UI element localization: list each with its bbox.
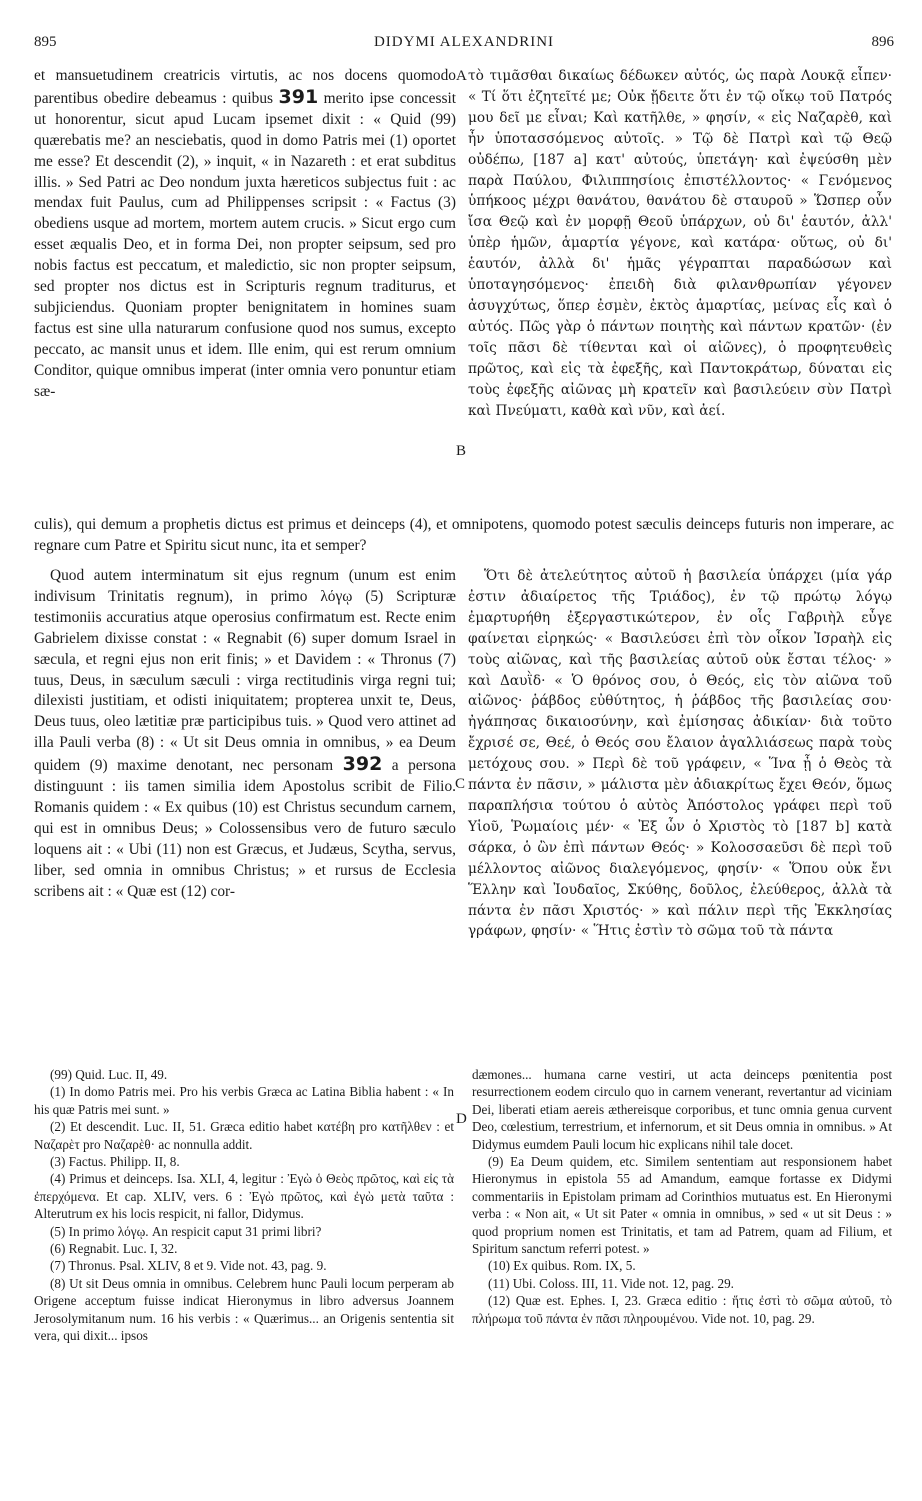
running-header (34, 34, 894, 56)
footnote: (3) Factus. Philipp. II, 8. (50, 1154, 180, 1170)
greek-paragraph: τὸ τιμᾶσθαι δικαίως δέδωκεν αὐτός, ὡς παρὰ Λουκᾷ εἶπεν· « Τί ὅτι ἐζητεῖτέ με; Οὐκ ᾔδειτε ὅτι ἐν τῷ οἴκῳ τοῦ Πατρός μου δεῖ με εἶναι; Καὶ κατῆλθε, » φησίν, « εἰς Ναζαρὲθ, καὶ ἦν ὑποτασσόμενος αὐτοῖς. » Τῷ δὲ Πατρὶ καὶ τῷ Θεῷ οὐδέπω, [187 a] κατ' αὐτούς, ὑπετάγη· καὶ ἐψεύσθη μὲν παρὰ Παύλου, Φιλιππησίοις ἐπιστέλλοντος· « Γενόμενος ὑπήκοος μέχρι θανάτου, θανάτου δὲ σταυροῦ » Ὥσπερ οὖν ἴσα Θεῷ καὶ ἐν μορφῇ Θεοῦ ὑπάρχων, οὐ δι' ἑαυτόν, ἀλλ' ὑπὲρ ἡμῶν, ἁμαρτία γέγονε, καὶ κατάρα· οὕτως, οὐ δι' ἑαυτόν, ἀλλὰ δι' ἡμᾶς γέγραπται παραδώσων καὶ ὑποταγησόμενος· ἐπειδὴ διὰ φιλανθρωπίαν γέγονεν ἀσυγχύτως, ὅπερ ἐσμὲν, ἐκτὸς ἁμαρτίας, μείνας εἷς καὶ ὁ αὐτός. Πῶς γὰρ ὁ πάντων ποιητὴς καὶ πάντων κρατῶν· (ἐν τοῖς πᾶσι δὲ τίθενται καὶ οἱ αἰῶνες), ὁ προφητευθεὶς πρῶτος, καὶ εἰς τὰ ἐφεξῆς, καὶ Παντοκράτωρ, δύναται εἰς τοὺς ἐφεξῆς αἰῶνας μὴ κρατεῖν καὶ βασιλεύειν σὺν Πατρὶ καὶ Πνεύματι, καθὰ καὶ νῦν, καὶ ἀεί. (468, 68, 892, 419)
footnote: (12) Quæ est. Ephes. I, 23. Græca editio : ἥτις ἐστὶ τὸ σῶμα αὐτοῦ, τὸ πλήρωμα τοῦ πάντα ἐν πᾶσι πληρουμένου. Vide not. 10, pag. 29. (472, 1293, 892, 1326)
greek-column-middle (468, 566, 892, 942)
latin-paragraph (34, 66, 456, 403)
footnote: (5) In primo λόγῳ. An respicit caput 31 primi libri? (50, 1223, 322, 1239)
footnote: (1) In domo Patris mei. Pro his verbis Græca ac Latina Biblia habent : « In his quæ Patris mei sunt. » (34, 1084, 454, 1117)
latin-text: Quod autem interminatum sit ejus regnum (unum est enim indivisum Trinitatis regnum), in primo λόγῳ (5) Scripturæ testimoniis accuratius atque operosius confirmatum est. Recte enim Gabrielem dixisse constat : « Regnabit (6) super domum Israel in sæcula, et regni ejus non erit finis; » et Davidem : « Thronus (7) tuus, Deus, in sæculum sæculi : virga rectitudinis virga regni tui; dilexisti justitiam, et odisti iniquitatem; propterea unxit te, Deus, Deus tuus, oleo lætitiæ præ participibus tuis. » Quod vero attinet ad illa Pauli verba (8) : « Ut sit Deus omnia in omnibus, » ea Deum quidem (9) maxime denotant, nec personam (34, 567, 456, 775)
greek-column-top (468, 66, 892, 421)
margin-letter-c: C (455, 776, 466, 792)
footnote: (6) Regnabit. Luc. I, 32. (50, 1241, 178, 1257)
margin-letter-d: D (456, 1111, 467, 1127)
latin-text: merito ipse concessit ut honorentur, sicut apud Lucam ipsemet dixit : « Quid (99) quærebatis me? an nesciebatis, quod in domo Patris mei (1) oportet me esse? Et descendit (2), » inquit, « in Nazareth : et erat subditus illis. » Sed Patri ac Deo nondum juxta hæreticos subjectus fuit : ac mendax fuit Paulus, cum ad Philippenses scripsit : « Factus (3) obediens usque ad mortem, mortem autem crucis. » Sicut ergo cum esset æqualis Deo, et in forma Dei, non propter seipsum, sed pro nobis factus est peccatum, et maledictio, sic non propter seipsum, sed propter nos dictus est in Scripturis regnum traditurus, et subjiciendus. Quoniam propter benignitatem in homines suam factus est sine ulla naturarum confusione quod nos sumus, excepto peccato, ac mansit unus et idem. Ille enim, qui est rerum omnium Conditor, quique omnibus imperat (inter omnia vero ponuntur etiam sæ- (34, 89, 457, 400)
latin-paragraph (34, 566, 456, 903)
latin-column-middle (34, 566, 456, 903)
footnote: (9) Ea Deum quidem, etc. Similem sententiam aut responsionem habet Hieronymus in epistola 55 ad Amandum, eamque fortasse ex Didymi commentariis in Epistolam primam ad Corinthios mutuatus est. En Hieronymi verba : « Non ait, « Ut sit Pater « omnia in omnibus, » sed « ut sit Deus : » quod proprium nomen est Trinitatis, et tam ad Patrem, quam ad Filium, et Spiritum sanctum referri potest. » (472, 1154, 892, 1257)
margin-letter-a: A (456, 68, 467, 84)
footnote: (7) Thronus. Psal. XLIV, 8 et 9. Vide not. 43, pag. 9. (50, 1258, 327, 1274)
footnotes-right (472, 1066, 892, 1327)
footnotes-left (34, 1066, 454, 1345)
latin-text-line: et mansuetudinem creatricis virtutis, ac nos docens quomodo parentibus obedire debeamus : quibus (34, 67, 456, 107)
marginal-column-number: 392 (342, 753, 383, 776)
running-title: DIDYMI ALEXANDRINI (373, 34, 555, 50)
marginal-column-number: 391 (278, 85, 319, 108)
margin-letter-b: B (456, 443, 467, 459)
footnote: (11) Ubi. Coloss. III, 11. Vide not. 12, pag. 29. (488, 1275, 734, 1291)
footnote: (99) Quid. Luc. II, 49. (50, 1067, 168, 1082)
footnote: (8) Ut sit Deus omnia in omnibus. Celebrem hunc Pauli locum perperam ab Origene acceptum fuisse indicat Hieronymus in libro adversus Joannem Jerosolymitanum num. 16 his verbis : « Quærimus... an Origenis sententia sit vera, qui dixit... ipsos (34, 1275, 454, 1344)
latin-text: a persona distinguunt : iis tamen similia idem Apostolus scribit de Filio. Romanis quidem : « Ex quibus (10) est Christus secundum carnem, qui est in omnibus Deus; » Colossensibus vero de futuro sæculo loquens ait : « Ubi (11) non est Græcus, et Judæus, Scytha, servus, liber, sed omnia in omnibus Christus; » et rursus de Ecclesia scribens ait : « Quæ est (12) cor- (34, 757, 456, 900)
greek-paragraph: Ὅτι δὲ ἀτελεύτητος αὐτοῦ ἡ βασιλεία ὑπάρχει (μία γάρ ἐστιν ἀδιαίρετος τῆς Τριάδος), ἐν τῷ πρώτῳ λόγῳ ἐμαρτυρήθη ἐξεργαστικώτερον, ἐν οἷς Γαβριὴλ εὖγε φαίνεται εἰρηκώς· « Βασιλεύσει ἐπὶ τὸν οἶκον Ἰσραὴλ εἰς τοὺς αἰῶνας, καὶ τῆς βασιλείας αὐτοῦ οὐκ ἔσται τέλος· » καὶ Δαυῒδ· « Ὁ θρόνος σου, ὁ Θεός, εἰς τὸν αἰῶνα τοῦ αἰῶνος· ῥάβδος εὐθύτητος, ἡ ῥάβδος τῆς βασιλείας σου· ἠγάπησας δικαιοσύνην, καὶ ἐμίσησας ἀδικίαν· διὰ τοῦτο ἔχρισέ σε, Θεέ, ὁ Θεός σου ἔλαιον ἀγαλλιάσεως παρὰ τοὺς μετόχους σου. » Περὶ δὲ τοῦ γράφειν, « Ἵνα ᾖ ὁ Θεὸς τὰ πάντα ἐν πᾶσιν, » μάλιστα μὲν ἀδιακρίτως ἔχει Θεόν, ὅμως παραπλήσια τούτου ὁ αὐτὸς Ἀπόστολος γράφει περὶ τοῦ Υἱοῦ, Ῥωμαίοις μέν· « Ἐξ ὧν ὁ Χριστὸς τὸ [187 b] κατὰ σάρκα, ὁ ὢν ἐπὶ πάντων Θεός· » Κολοσσαεῦσι δὲ περὶ τοῦ μέλλοντος αἰῶνος διαλεγόμενος, φησίν· « Ὅπου οὐκ ἔνι Ἕλλην καὶ Ἰουδαῖος, Σκύθης, δοῦλος, ἐλεύθερος, ἀλλὰ τὰ πάντα ἐν πᾶσι Χριστός· » καὶ πάλιν περὶ τῆς Ἐκκλησίας γράφων, φησίν· « Ἥτις ἐστὶν τὸ σῶμα τοῦ τὰ πάντα (468, 568, 892, 940)
footnote: (4) Primus et deinceps. Isa. XLI, 4, legitur : Ἐγὼ ὁ Θεὸς πρῶτος, καὶ εἰς τὰ ἐπερχόμενα. Et cap. XLIV, vers. 6 : Ἐγὼ πρῶτος, καὶ ἐγὼ μετὰ ταῦτα : Alterutrum ex his locis respicit, ni fallor, Didymus. (34, 1171, 454, 1222)
footnote: (2) Et descendit. Luc. II, 51. Græca editio habet κατέβη pro κατῆλθεν : et Ναζαρὲτ pro Ναζαρὲθ· ac nonnulla addit. (34, 1119, 454, 1152)
left-column-number: 895 (34, 34, 57, 50)
right-column-number: 896 (871, 34, 894, 50)
footnote: (10) Ex quibus. Rom. IX, 5. (488, 1258, 636, 1274)
footnote-continuation: dæmones... humana carne vestiri, ut acta deinceps pœnitentia post resurrectionem eodem circulo quo in carnem venerant, revertantur ad viciniam Dei, liberati etiam aereis æthereisque corporibus, et tunc omnia genua curvent Deo, cœlestium, terrestrium, et infernorum, et sit Deus omnia in omnibus. » At Didymus eumdem Pauli locum hic explicans nihil tale docet. (472, 1067, 892, 1152)
full-width-text: culis), qui demum a prophetis dictus est primus et deinceps (4), et omnipotens, quomodo potest sæculis deinceps futuris non imperare, ac regnare cum Patre et Spiritu sicut nunc, ita et semper? (34, 516, 894, 554)
full-width-lines (34, 514, 894, 556)
latin-column-top (34, 66, 456, 403)
